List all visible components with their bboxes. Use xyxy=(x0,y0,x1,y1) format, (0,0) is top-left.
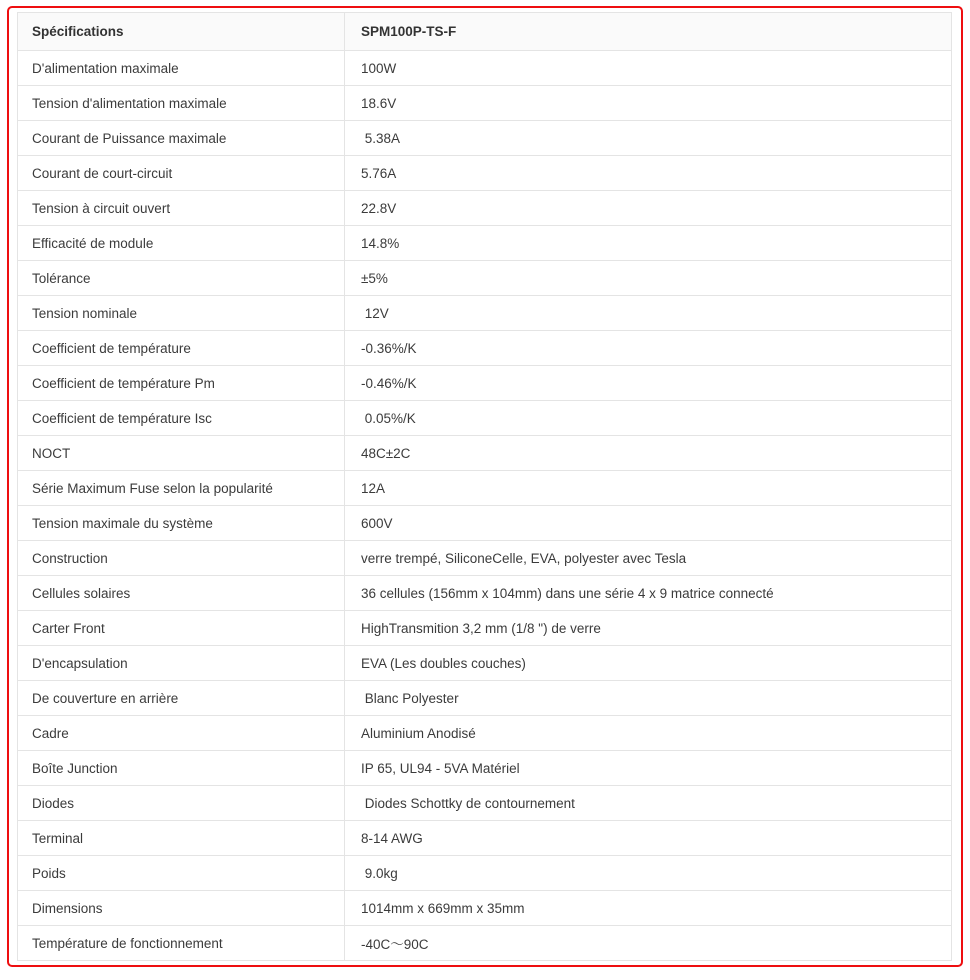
spec-label: Tolérance xyxy=(18,261,345,296)
table-row xyxy=(18,506,952,541)
table-row xyxy=(18,891,952,926)
spec-value: -40C～90C xyxy=(345,926,952,961)
spec-label: Cadre xyxy=(18,716,345,751)
spec-value: 5.38A xyxy=(345,121,952,156)
spec-label: NOCT xyxy=(18,436,345,471)
spec-label: Coefficient de température xyxy=(18,331,345,366)
spec-value: 100W xyxy=(345,51,952,86)
spec-label: Tension à circuit ouvert xyxy=(18,191,345,226)
table-row xyxy=(18,261,952,296)
table-row xyxy=(18,471,952,506)
spec-value: 14.8% xyxy=(345,226,952,261)
table-row xyxy=(18,786,952,821)
spec-value: 5.76A xyxy=(345,156,952,191)
spec-value: 18.6V xyxy=(345,86,952,121)
spec-value: IP 65, UL94 - 5VA Matériel xyxy=(345,751,952,786)
spec-label: Coefficient de température Pm xyxy=(18,366,345,401)
spec-value: 36 cellules (156mm x 104mm) dans une série 4 x 9 matrice connecté xyxy=(345,576,952,611)
table-row xyxy=(18,86,952,121)
table-row xyxy=(18,646,952,681)
table-header-row xyxy=(18,13,952,51)
spec-label: Tension d'alimentation maximale xyxy=(18,86,345,121)
spec-label: Poids xyxy=(18,856,345,891)
spec-label: Terminal xyxy=(18,821,345,856)
table-row xyxy=(18,821,952,856)
spec-value: -0.46%/K xyxy=(345,366,952,401)
table-row xyxy=(18,331,952,366)
spec-label: Cellules solaires xyxy=(18,576,345,611)
spec-value: 48C±2C xyxy=(345,436,952,471)
table-body xyxy=(18,51,952,961)
spec-label: Courant de court-circuit xyxy=(18,156,345,191)
spec-value: Diodes Schottky de contournement xyxy=(345,786,952,821)
spec-label: Tension nominale xyxy=(18,296,345,331)
table-row xyxy=(18,611,952,646)
spec-label: Boîte Junction xyxy=(18,751,345,786)
column-header-model: SPM100P-TS-F xyxy=(345,13,952,51)
table-row xyxy=(18,401,952,436)
spec-label: Diodes xyxy=(18,786,345,821)
table-row xyxy=(18,296,952,331)
table-row xyxy=(18,716,952,751)
column-header-specifications: Spécifications xyxy=(18,13,345,51)
spec-label: Dimensions xyxy=(18,891,345,926)
table-row xyxy=(18,576,952,611)
table-row xyxy=(18,121,952,156)
spec-value: ±5% xyxy=(345,261,952,296)
spec-label: Courant de Puissance maximale xyxy=(18,121,345,156)
spec-value: HighTransmition 3,2 mm (1/8 ") de verre xyxy=(345,611,952,646)
spec-value: 8-14 AWG xyxy=(345,821,952,856)
spec-table xyxy=(17,12,952,961)
table-row xyxy=(18,856,952,891)
spec-label: Carter Front xyxy=(18,611,345,646)
table-row xyxy=(18,751,952,786)
spec-value: Blanc Polyester xyxy=(345,681,952,716)
spec-table-frame xyxy=(7,6,963,967)
table-row xyxy=(18,51,952,86)
table-row xyxy=(18,681,952,716)
spec-value: 0.05%/K xyxy=(345,401,952,436)
table-row xyxy=(18,436,952,471)
table-row xyxy=(18,541,952,576)
table-row xyxy=(18,366,952,401)
spec-value: 1014mm x 669mm x 35mm xyxy=(345,891,952,926)
spec-value: verre trempé, SiliconeCelle, EVA, polyester avec Tesla xyxy=(345,541,952,576)
spec-value: -0.36%/K xyxy=(345,331,952,366)
spec-value: 22.8V xyxy=(345,191,952,226)
spec-value: Aluminium Anodisé xyxy=(345,716,952,751)
spec-value: 9.0kg xyxy=(345,856,952,891)
spec-label: Efficacité de module xyxy=(18,226,345,261)
spec-label: De couverture en arrière xyxy=(18,681,345,716)
spec-label: Construction xyxy=(18,541,345,576)
spec-value: 600V xyxy=(345,506,952,541)
spec-value: 12A xyxy=(345,471,952,506)
spec-label: Série Maximum Fuse selon la popularité xyxy=(18,471,345,506)
table-row xyxy=(18,226,952,261)
spec-label: Tension maximale du système xyxy=(18,506,345,541)
spec-value: EVA (Les doubles couches) xyxy=(345,646,952,681)
spec-label: Température de fonctionnement xyxy=(18,926,345,961)
table-row xyxy=(18,191,952,226)
table-row xyxy=(18,926,952,961)
spec-label: Coefficient de température Isc xyxy=(18,401,345,436)
spec-label: D'alimentation maximale xyxy=(18,51,345,86)
spec-label: D'encapsulation xyxy=(18,646,345,681)
table-row xyxy=(18,156,952,191)
spec-value: 12V xyxy=(345,296,952,331)
